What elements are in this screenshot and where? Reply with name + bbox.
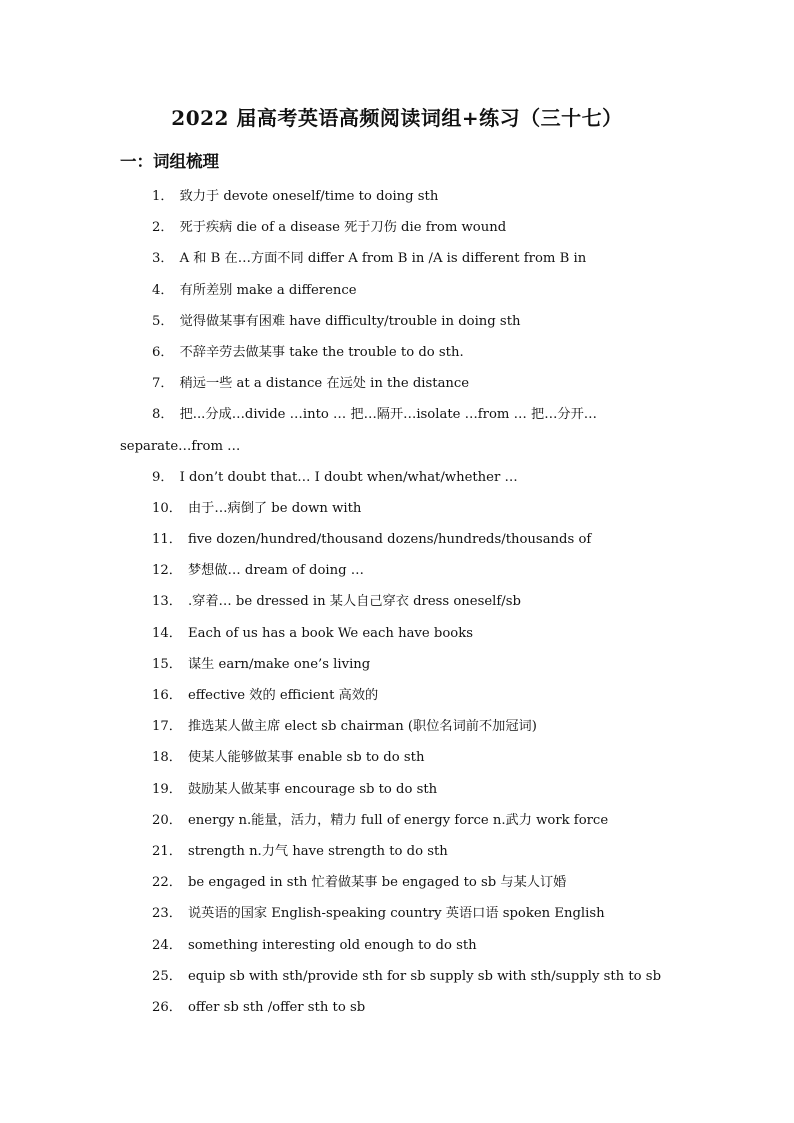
item-number: 6．	[152, 344, 174, 360]
item-number: 25．	[152, 968, 182, 984]
item-text: 有所差别 make a difference	[179, 282, 357, 298]
item-number: 17．	[152, 719, 182, 735]
list-item	[0, 992, 794, 1023]
item-number: 23．	[152, 906, 182, 922]
list-item	[0, 462, 794, 493]
item-text: .穿着… be dressed in 某人自己穿衣 dress oneself/sb	[187, 594, 521, 610]
list-item	[0, 306, 794, 337]
item-text: something interesting old enough to do sth	[187, 937, 477, 953]
item-number: 10．	[152, 500, 182, 516]
item-number: 16．	[152, 688, 182, 703]
list-item	[0, 867, 794, 898]
list-item	[0, 930, 794, 961]
item-text: 鼓励某人做某事 encourage sb to do sth	[187, 781, 438, 797]
list-item	[0, 680, 794, 711]
item-number: 2．	[152, 220, 174, 236]
list-item	[0, 711, 794, 742]
item-text: energy n.能量，活力，精力 full of energy force n.武力 work force	[187, 812, 609, 828]
item-text: five dozen/hundred/thousand dozens/hundreds/thousands of	[187, 532, 592, 548]
list-item	[0, 586, 794, 617]
phrase-list	[0, 181, 794, 1023]
item-text: offer sb sth /offer sth to sb	[187, 999, 366, 1015]
list-item	[0, 524, 794, 555]
list-item	[0, 399, 794, 430]
item-number: 14．	[152, 625, 182, 641]
item-text: 不辞辛劳去做某事 take the trouble to do sth.	[179, 344, 464, 360]
list-item	[0, 243, 794, 274]
list-item	[0, 961, 794, 992]
item-text: 由于…病倒了 be down with	[187, 500, 362, 516]
item-number: 19．	[152, 781, 182, 797]
item-text: 觉得做某事有困难 have difficulty/trouble in doing sth	[179, 313, 521, 329]
item-text: effective 效的 efficient 高效的	[187, 688, 379, 703]
item-number: 3．	[152, 251, 174, 267]
item-text-continuation: separate…from …	[120, 438, 241, 454]
item-text: 死于疾病 die of a disease 死于刀伤 die from wound	[179, 220, 507, 236]
item-number: 9．	[152, 469, 174, 485]
list-item	[0, 805, 794, 836]
item-number: 26．	[152, 999, 182, 1015]
item-number: 11．	[152, 532, 182, 548]
item-number: 20．	[152, 812, 182, 828]
item-number: 13．	[152, 594, 182, 610]
item-number: 21．	[152, 843, 182, 859]
list-item	[0, 337, 794, 368]
item-text: 梦想做… dream of doing …	[187, 563, 364, 579]
item-text: 把...分成…divide …into … 把…隔开…isolate …from … 把…分开…	[179, 407, 597, 423]
list-item	[0, 181, 794, 212]
item-text: Each of us has a book We each have books	[187, 625, 473, 641]
list-item	[0, 836, 794, 867]
item-text: equip sb with sth/provide sth for sb supply sb with sth/supply sth to sb	[187, 968, 662, 984]
list-item	[0, 649, 794, 680]
item-number: 15．	[152, 656, 182, 672]
item-number: 4．	[152, 282, 174, 298]
item-text: A 和 B 在…方面不同 differ A from B in /A is different from B in	[179, 251, 587, 267]
item-number: 24．	[152, 937, 182, 953]
list-item	[0, 742, 794, 773]
item-number: 22．	[152, 875, 182, 891]
list-item	[0, 898, 794, 929]
item-number: 12．	[152, 563, 182, 579]
list-item	[0, 555, 794, 586]
list-item	[0, 618, 794, 649]
item-text: 稍远一些 at a distance 在远处 in the distance	[179, 376, 470, 392]
item-number: 1．	[152, 189, 174, 204]
item-number: 5．	[152, 313, 174, 329]
item-text: 致力于 devote oneself/time to doing sth	[179, 189, 439, 204]
item-text: be engaged in sth 忙着做某事 be engaged to sb 与某人订婚	[187, 875, 567, 891]
item-number: 7．	[152, 376, 174, 392]
document-title: 2022 届高考英语高频阅读词组+练习（三十七）	[171, 106, 623, 130]
section-heading: 一：词组梳理	[120, 152, 219, 171]
list-item	[0, 368, 794, 399]
item-number: 18．	[152, 750, 182, 766]
item-text: 使某人能够做某事 enable sb to do sth	[187, 750, 425, 766]
item-number: 8．	[152, 407, 174, 423]
list-item	[0, 774, 794, 805]
item-text: strength n.力气 have strength to do sth	[187, 843, 448, 859]
item-text: I don’t doubt that… I doubt when/what/whether …	[179, 469, 518, 485]
list-item	[0, 275, 794, 306]
item-text: 推选某人做主席 elect sb chairman (职位名词前不加冠词)	[187, 719, 537, 735]
item-text: 谋生 earn/make one’s living	[187, 656, 371, 672]
list-item	[0, 212, 794, 243]
list-item	[0, 493, 794, 524]
item-text: 说英语的国家 English-speaking country 英语口语 spoken English	[187, 906, 605, 922]
